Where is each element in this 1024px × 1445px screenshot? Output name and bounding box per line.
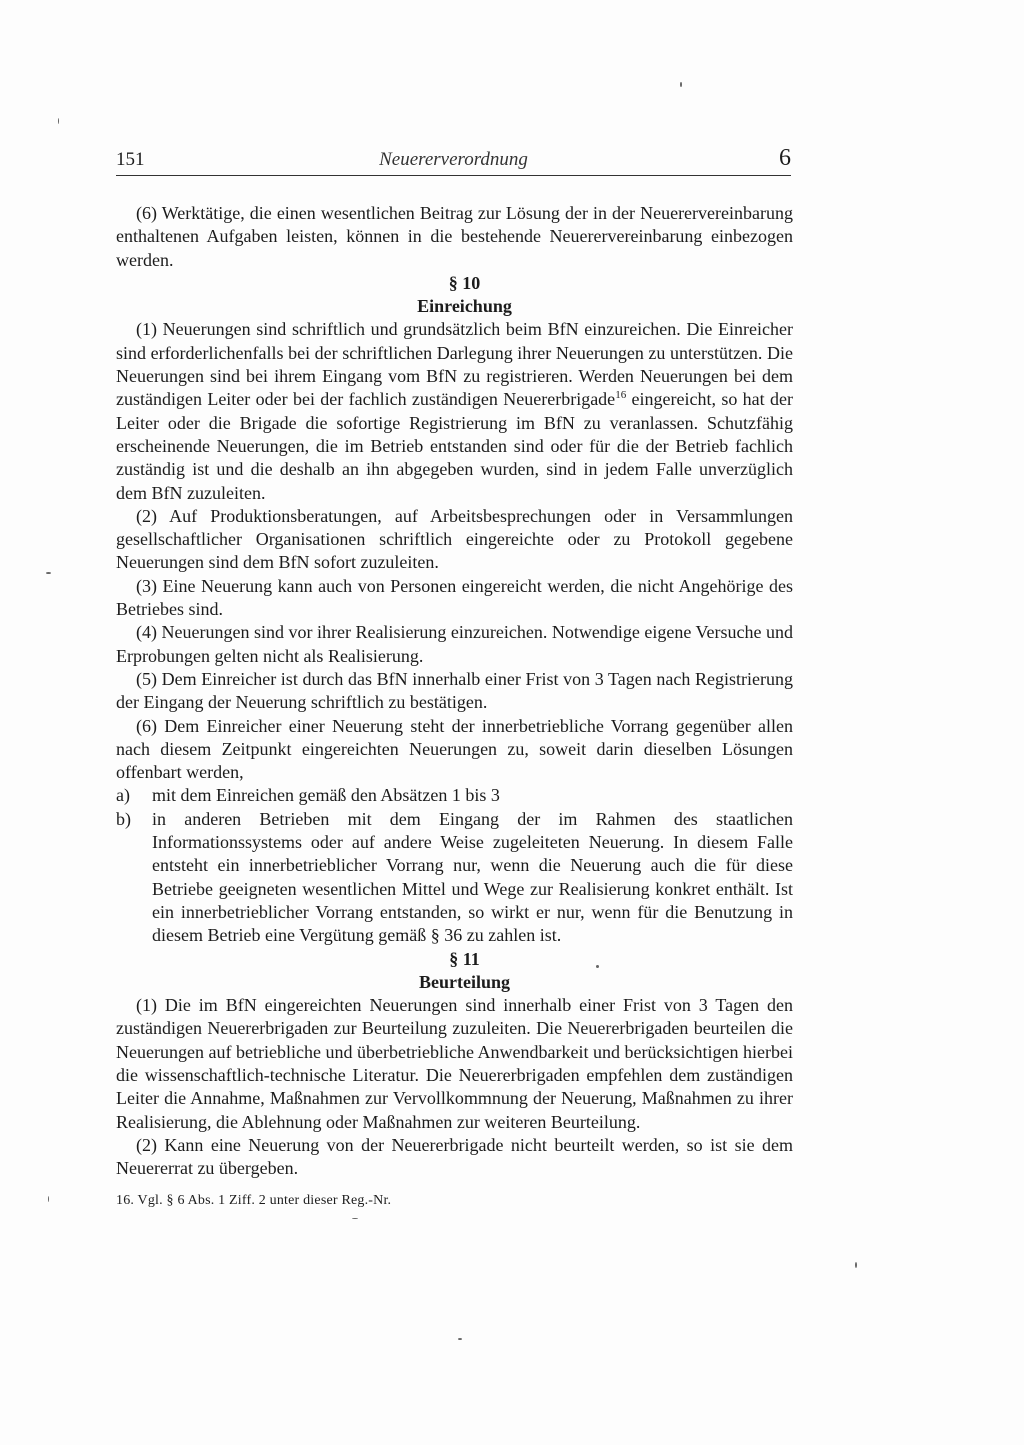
section-10-paragraph-2: (2) Auf Produktionsberatungen, auf Arbeitsbesprechungen oder in Versammlungen gesellschaftlicher Organisationen schriftlich eingereichte oder zu Protokoll gegebene Neuerungen sind dem BfN sofort zuzuleiten. (116, 505, 793, 573)
chapter-number: 6 (779, 145, 791, 171)
section-11-number: § 11 (449, 948, 480, 969)
section-11-title: Beurteilung (418, 971, 510, 992)
page-number: 151 (116, 149, 145, 170)
paragraph-intro-6: (6) Werktätige, die einen wesentlichen Beitrag zur Lösung der in der Neuerervereinbarung enthaltenen Aufgaben leisten, können in die bestehende Neuerervereinbarung einbezogen werden. (116, 203, 793, 270)
list-text-a: mit dem Einreichen gemäß den Absätzen 1 bis 3 (152, 785, 500, 806)
scan-speck (352, 1218, 358, 1219)
section-10-number: § 10 (448, 272, 481, 293)
section-10-paragraph-5: (5) Dem Einreicher ist durch das BfN innerhalb einer Frist von 3 Tagen nach Registrierung der Eingang der Neuerung schriftlich zu bestätigen. (116, 668, 793, 713)
list-item-a (116, 784, 793, 807)
section-10-paragraph-4: (4) Neuerungen sind vor ihrer Realisierung einzureichen. Notwendige eigene Versuche und Erprobungen gelten nicht als Realisierung. (116, 622, 793, 666)
section-10-p1-text-b: eingereicht, so hat der Leiter oder die Brigade die sofortige Registrierung im BfN zu veranlassen. Schutzfähig erscheinende Neuerungen, die im Betrieb entstanden sind oder für die der Betrieb fachlich zuständig ist und die deshalb an ihn abgegeben wurden, sind in jedem Falle unverzüglich dem BfN zuzuleiten. (116, 389, 793, 503)
list-marker-b: b) (116, 808, 131, 829)
footnote-reference-16: 16 (615, 389, 627, 402)
section-10-paragraph-6: (6) Dem Einreicher einer Neuerung steht der innerbetriebliche Vorrang gegenüber allen nach diesem Zeitpunkt eingereichten Neuerungen zu, soweit darin dieselben Lösungen offenbart werden, (116, 715, 793, 783)
section-10-p1-text-a: (1) Neuerungen sind schriftlich und grundsätzlich beim BfN einzureichen. Die Einreicher sind erforderlichenfalls bei der schriftlichen Darlegung ihrer Neuerungen zu unterstützen. Die Neuerungen sind bei ihrem Eingang vom BfN zu registrieren. Werden Neuerungen bei dem zuständigen Leiter oder bei der fachlich zuständigen Neuererbrigade (116, 319, 793, 410)
section-10-title: Einreichung (417, 296, 512, 317)
scan-speck (680, 82, 682, 87)
list-item-b (116, 808, 793, 948)
running-header (116, 145, 791, 176)
list-text-b: in anderen Betrieben mit dem Eingang der im Rahmen des staatlichen Informationssystems oder auf andere Weise zugeleiteten Neuerung. In diesem Falle entsteht ein innerbetrieblicher Vorrang nur, wenn die Neuerung auch die für diese Betriebe geeigneten wesentlichen Mittel und Wege zur Realisierung konkret enthält. Ist ein innerbetrieblicher Vorrang entstanden, so wirkt er nur, wenn für die Benutzung in diesem Betrieb eine Vergütung gemäß § 36 zu zahlen ist. (152, 808, 793, 946)
section-11-paragraph-1: (1) Die im BfN eingereichten Neuerungen sind innerhalb einer Frist von 3 Tagen den zuständigen Neuererbrigaden zur Beurteilung zuzuleiten. Die Neuererbrigaden beurteilen die Neuerungen auf betriebliche und überbetriebliche Anwendbarkeit und berücksichtigen hierbei die wissenschaftlich-technische Literatur. Die Neuererbrigaden empfehlen dem zuständigen Leiter die Annahme, Maßnahmen zur Vervollkommnung der Neuerung, Maßnahmen zu ihrer Realisierung, die Ablehnung oder Maßnahmen zur weiteren Beurteilung. (116, 995, 793, 1132)
scan-speck (596, 965, 599, 968)
running-title: Neuererverordnung (379, 149, 528, 170)
footnote-16: 16. Vgl. § 6 Abs. 1 Ziff. 2 unter dieser Reg.-Nr. (116, 1193, 392, 1208)
scan-speck (458, 1338, 462, 1340)
section-10-paragraph-1 (116, 318, 793, 504)
body-text (116, 202, 793, 1180)
list-marker-a: a) (116, 785, 130, 806)
scan-speck (48, 1196, 49, 1202)
section-11-paragraph-2: (2) Kann eine Neuerung von der Neuererbrigade nicht beurteilt werden, so ist sie dem Neuererrat zu übergeben. (116, 1134, 793, 1179)
scan-speck (46, 572, 51, 574)
scan-speck (855, 1262, 857, 1268)
scan-speck (58, 118, 59, 124)
section-10-paragraph-3: (3) Eine Neuerung kann auch von Personen eingereicht werden, die nicht Angehörige des Betriebes sind. (116, 575, 793, 620)
